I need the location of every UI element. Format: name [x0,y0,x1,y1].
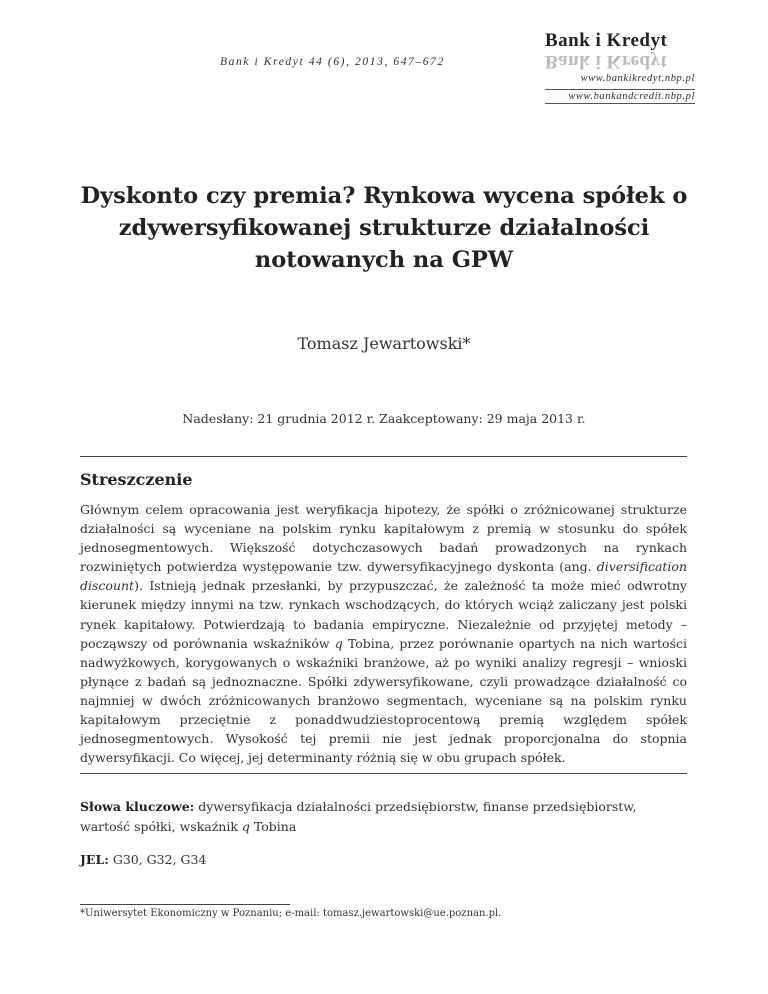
keywords-text: dywersyfikacja działalności przedsiębiorstw, finanse przedsiębiorstw, wartość spółki, wskaźnik [80,799,637,834]
divider-bottom [80,773,687,774]
abstract-body [80,500,687,767]
article-author: Tomasz Jewartowski* [297,334,471,353]
article-title: Dyskonto czy premia? Rynkowa wycena spółek o zdywersyfikowanej strukturze działalności notowanych na GPW [80,183,688,273]
jel-codes [80,852,206,867]
keywords-tail: Tobina [249,819,297,834]
jel-label: JEL: [80,852,109,867]
keywords [80,797,687,837]
footnote-rule [80,904,290,905]
abstract-term-italic: diversification discount [80,559,687,594]
keywords-label: Słowa kluczowe: [80,799,195,814]
abstract-text-part-1: Głównym celem opracowania jest weryfikacja hipotezy, że spółki o zróżnicowanej strukturze działalności są wyceniane na polskim rynku kapitałowym z premią w stosunku do spółek jednosegmentowych. Większość dotychczasowych badań prowadzonych na rynkach rozwiniętych potwierdza występowanie tzw. dywersyfikacyjnego dyskonta (ang. [80,502,687,575]
abstract-text-part-2: ). Istnieją jednak przesłanki, by przypuszczać, że zależność ta może mieć odwrotny kierunek między innymi na tzw. rynkach wschodzących, do których wciąż zaliczany jest polski rynek kapitałowy. Potwierdzają to badania empiryczne. Niezależnie od przyjętej metody – począwszy od porównania wskaźników [80,578,687,651]
divider-top [80,456,687,457]
logo-title: Bank i Kredyt [545,30,668,51]
abstract-q-symbol: q [334,635,343,651]
journal-url-en[interactable]: www.bankandcredit.nbp.pl [545,89,695,104]
abstract-heading: Streszczenie [80,470,193,489]
keywords-q-symbol: q [241,819,250,834]
submission-dates: Nadesłany: 21 grudnia 2012 r. Zaakceptowany: 29 maja 2013 r. [182,411,586,426]
journal-citation: Bank i Kredyt 44 (6), 2013, 647–672 [220,56,445,68]
jel-values: G30, G32, G34 [108,852,207,867]
abstract-text-part-3: Tobina, przez porównanie opartych na nich wartości nadwyżkowych, korygowanych o wskaźniki branżowe, aż po wyniki analizy regresji – wnioski płynące z badań są jednoznaczne. Spółki zdywersyfikowane, czyli prowadzące działalność co najmniej w dwóch zróżnicowanych branżowo segmentach, wyceniane są na polskim rynku kapitałowym przeciętnie z ponaddwudziestoprocentową premią względem spółek jednosegmentowych. Wysokość tej premii nie jest jednak proporcjonalna do stopnia dywersyfikacji. Co więcej, jej determinanty różnią się w obu grupach spółek. [80,635,687,766]
logo-reflection: Bank i Kredyt [545,51,668,72]
journal-url-pl[interactable]: www.bankikredyt.nbp.pl [580,73,695,84]
author-affiliation-footnote: *Uniwersytet Ekonomiczny w Poznaniu; e-mail: tomasz.jewartowski@ue.poznan.pl. [80,908,502,919]
